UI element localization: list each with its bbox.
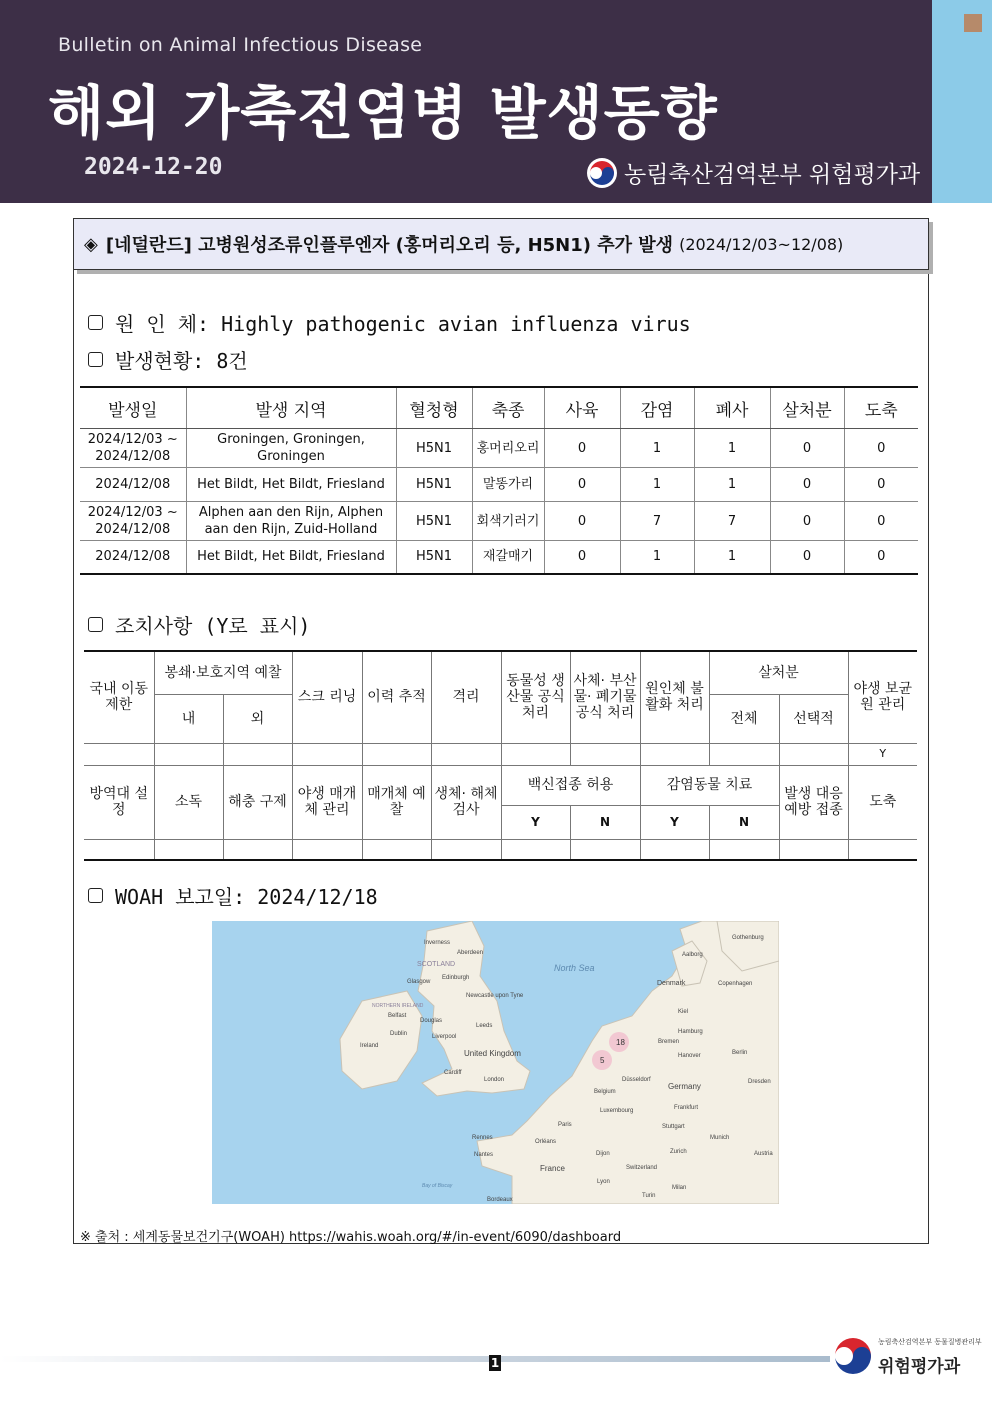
table-cell: 회색기러기 [472,502,544,541]
measure-value-wild-reservoir: Y [848,743,917,765]
map-label: Luxembourg [600,1108,634,1114]
table-cell: 0 [544,429,620,468]
section-period: (2024/12/03~12/08) [679,234,844,254]
measure-vaccination-y: Y [501,805,570,839]
measure-value [570,743,640,765]
table-cell: Alphen aan den Rijn, Alphen aan den Rijn, Zuid-Holland [186,502,396,541]
map-label: Kiel [678,1009,689,1015]
map-label: Inverness [424,940,451,946]
map-label: Orléans [535,1139,557,1145]
measure-value [362,743,431,765]
measure-vector-surveillance: 매개체 예찰 [362,765,431,839]
table-cell: 0 [844,468,918,502]
column-header: 폐사 [694,387,770,429]
measure-carcass-disposal: 사체· 부산물· 폐기물 공식 처리 [570,651,640,743]
table-row [80,468,918,502]
column-header: 발생 지역 [186,387,396,429]
measure-treatment-n: N [709,805,779,839]
section-title: [네덜란드] 고병원성조류인플루엔자 (홍머리오리 등, H5N1) 추가 발생 [105,235,674,256]
measure-inside: 내 [154,694,223,743]
map-label: Lyon [597,1179,610,1185]
measure-value [84,743,154,765]
map-label: Zurich [670,1149,687,1155]
measure-slaughter: 도축 [848,765,917,839]
measure-vaccination-n: N [570,805,640,839]
bulletin-date: 2024-12-20 [84,154,223,180]
table-cell: H5N1 [396,468,472,502]
map-label: Ireland [360,1043,379,1049]
measure-value [779,839,848,860]
map-label: Hamburg [678,1029,703,1035]
measure-value [431,743,501,765]
measure-treatment: 감염동물 치료 [640,765,779,805]
map-label: Turin [642,1193,656,1199]
map-svg [212,921,779,1204]
pathogen-text: 원 인 체: Highly pathogenic avian influenza virus [115,312,691,336]
measure-official-disposal: 동물성 생산물 공식 처리 [501,651,570,743]
measures-table [84,650,917,861]
table-cell: Groningen, Groningen, Groningen [186,429,396,468]
outbreak-table [80,386,918,575]
table-cell: 0 [770,468,844,502]
measure-value [709,743,779,765]
map-label: Rennes [472,1135,493,1141]
measure-disinfection: 소독 [154,765,223,839]
footer-org: 위험평가과 [878,1357,961,1377]
measure-value [501,743,570,765]
map-label: SCOTLAND [417,961,456,968]
measure-wild-vector: 야생 매개체 관리 [292,765,362,839]
map-label: NORTHERN IRELAND [372,1003,424,1009]
measure-value [570,839,640,860]
status-text: 발생현황: 8건 [115,349,248,373]
measure-value [848,839,917,860]
measure-zoning: 방역대 설정 [84,765,154,839]
table-cell: H5N1 [396,502,472,541]
side-stripe [932,0,992,203]
map-label: Aberdeen [457,950,484,956]
measure-necropsy: 생체· 해체 검사 [431,765,501,839]
map-label: Berlin [732,1050,748,1056]
table-cell: 0 [770,541,844,574]
woah-item [88,881,378,910]
measure-value [709,839,779,860]
table-cell: H5N1 [396,429,472,468]
map-label: Liverpool [432,1034,457,1040]
page-number: 1 [490,1356,500,1370]
measure-value [223,743,292,765]
measure-vaccination: 백신접종 허용 [501,765,640,805]
map-label: Austria [754,1151,773,1157]
map-label: Nantes [474,1152,494,1158]
checkbox-square-icon [88,315,103,330]
map-label: Gothenburg [732,935,764,941]
table-row [80,541,918,574]
map-label: United Kingdom [464,1049,521,1058]
table-cell: 0 [770,502,844,541]
measure-value [154,839,223,860]
table-cell: 1 [694,468,770,502]
map-label: Bay of Biscay [422,1183,453,1189]
measures-value-row-1 [84,743,917,765]
measure-value [779,743,848,765]
measure-traceback: 이력 추적 [362,651,431,743]
measure-culling-all: 전체 [709,694,779,743]
table-cell: 0 [844,502,918,541]
measure-value [154,743,223,765]
map-label: Glasgow [407,979,431,985]
map-label: North Sea [554,963,595,973]
header-org-label: 농림축산검역본부 위험평가과 [624,162,921,188]
map-label: Bremen [658,1039,680,1045]
checkbox-square-icon [88,617,103,632]
table-cell: 0 [544,468,620,502]
measure-value [84,839,154,860]
outbreak-map[interactable] [212,921,779,1204]
measures-header-row-1 [84,651,917,694]
measure-pest-control: 해충 구제 [223,765,292,839]
table-row [80,502,918,541]
table-cell: 2024/12/08 [80,468,186,502]
measure-culling: 살처분 [709,651,848,694]
table-cell: 2024/12/03 ~ 2024/12/08 [80,429,186,468]
table-cell: 7 [620,502,694,541]
table-header-row [80,387,918,429]
table-cell: 0 [844,429,918,468]
table-cell: 2024/12/08 [80,541,186,574]
map-label: Switzerland [626,1165,658,1171]
checkbox-square-icon [88,888,103,903]
map-label: Cardiff [444,1070,462,1076]
map-label: Munich [710,1135,730,1141]
table-cell: 말똥가리 [472,468,544,502]
measure-value [501,839,570,860]
cluster-north-count: 18 [616,1038,625,1047]
measure-wild-reservoir: 야생 보균원 관리 [848,651,917,743]
measure-containment-zone: 봉쇄·보호지역 예찰 [154,651,292,694]
table-cell: 7 [694,502,770,541]
taegeuk-logo-icon [586,157,618,189]
table-row [80,429,918,468]
diamond-marker-icon: ◈ [84,233,98,255]
map-label: Dublin [390,1031,408,1037]
table-cell: 0 [770,429,844,468]
table-cell: Het Bildt, Het Bildt, Friesland [186,541,396,574]
section-title-bar [73,218,929,270]
measure-treatment-y: Y [640,805,709,839]
measure-value [640,839,709,860]
map-label: Hanover [678,1053,701,1059]
table-cell: 0 [544,541,620,574]
table-cell: 1 [620,429,694,468]
map-label: Copenhagen [718,981,753,987]
measures-title: 조치사항 (Y로 표시) [115,614,311,638]
footer-org-small: 농림축산검역본부 동물질병관리부 [878,1338,982,1346]
column-header: 도축 [844,387,918,429]
map-label: Paris [558,1122,572,1128]
map-label: Germany [668,1082,701,1091]
measure-value [292,839,362,860]
measure-value [362,839,431,860]
table-cell: 1 [694,541,770,574]
table-cell: 0 [544,502,620,541]
page-title: 해외 가축전염병 발생동향 [48,79,718,147]
cluster-south-count: 5 [600,1056,605,1065]
header-org [586,156,920,189]
measures-item [88,610,310,639]
table-cell: 홍머리오리 [472,429,544,468]
source-note[interactable]: ※ 출처 : 세계동물보건기구(WOAH) https://wahis.woah.org/#/in-event/6090/dashboard [80,1230,622,1245]
checkbox-square-icon [88,352,103,367]
map-label: Douglas [420,1018,443,1024]
table-cell: 1 [694,429,770,468]
measure-value [223,839,292,860]
table-cell: 1 [620,541,694,574]
measure-value [431,839,501,860]
footer-line [0,1356,830,1362]
map-label: Newcastle upon Tyne [466,993,524,999]
column-header: 사육 [544,387,620,429]
column-header: 살처분 [770,387,844,429]
bulletin-subtitle: Bulletin on Animal Infectious Disease [58,34,423,56]
taegeuk-logo-icon [830,1333,876,1379]
table-cell: 0 [844,541,918,574]
measure-domestic-restriction: 국내 이동 제한 [84,651,154,743]
column-header: 혈청형 [396,387,472,429]
table-cell: 1 [620,468,694,502]
column-header: 감염 [620,387,694,429]
column-header: 발생일 [80,387,186,429]
measure-quarantine: 격리 [431,651,501,743]
table-cell: 재갈매기 [472,541,544,574]
measure-outside: 외 [223,694,292,743]
map-label: London [484,1077,505,1083]
measure-value [292,743,362,765]
map-label: Belfast [388,1013,407,1019]
map-label: Denmark [657,980,686,987]
map-label: Edinburgh [442,975,470,981]
measures-value-row-2 [84,839,917,860]
woah-report-date: WOAH 보고일: 2024/12/18 [115,885,378,909]
map-label: Dresden [748,1079,771,1085]
table-cell: Het Bildt, Het Bildt, Friesland [186,468,396,502]
measures-header-row-3 [84,765,917,805]
map-label: France [540,1164,565,1173]
corner-square [964,14,982,32]
map-label: Leeds [476,1023,493,1029]
column-header: 축종 [472,387,544,429]
measure-screening: 스크 리닝 [292,651,362,743]
measure-response-vaccination: 발생 대응 예방 접종 [779,765,848,839]
map-label: Belgium [594,1089,616,1095]
measure-inactivation: 원인체 불활화 처리 [640,651,709,743]
map-label: Frankfurt [674,1105,699,1111]
map-label: Milan [672,1185,687,1191]
measure-value [640,743,709,765]
map-label: Bordeaux [487,1197,513,1203]
table-cell: H5N1 [396,541,472,574]
map-label: Dijon [596,1151,610,1157]
measure-culling-selective: 선택적 [779,694,848,743]
status-item [88,345,248,374]
table-cell: 2024/12/03 ~ 2024/12/08 [80,502,186,541]
pathogen-item [88,308,691,337]
map-label: Düsseldorf [622,1077,651,1083]
map-label: Aalborg [682,952,703,958]
map-label: Stuttgart [662,1124,685,1130]
